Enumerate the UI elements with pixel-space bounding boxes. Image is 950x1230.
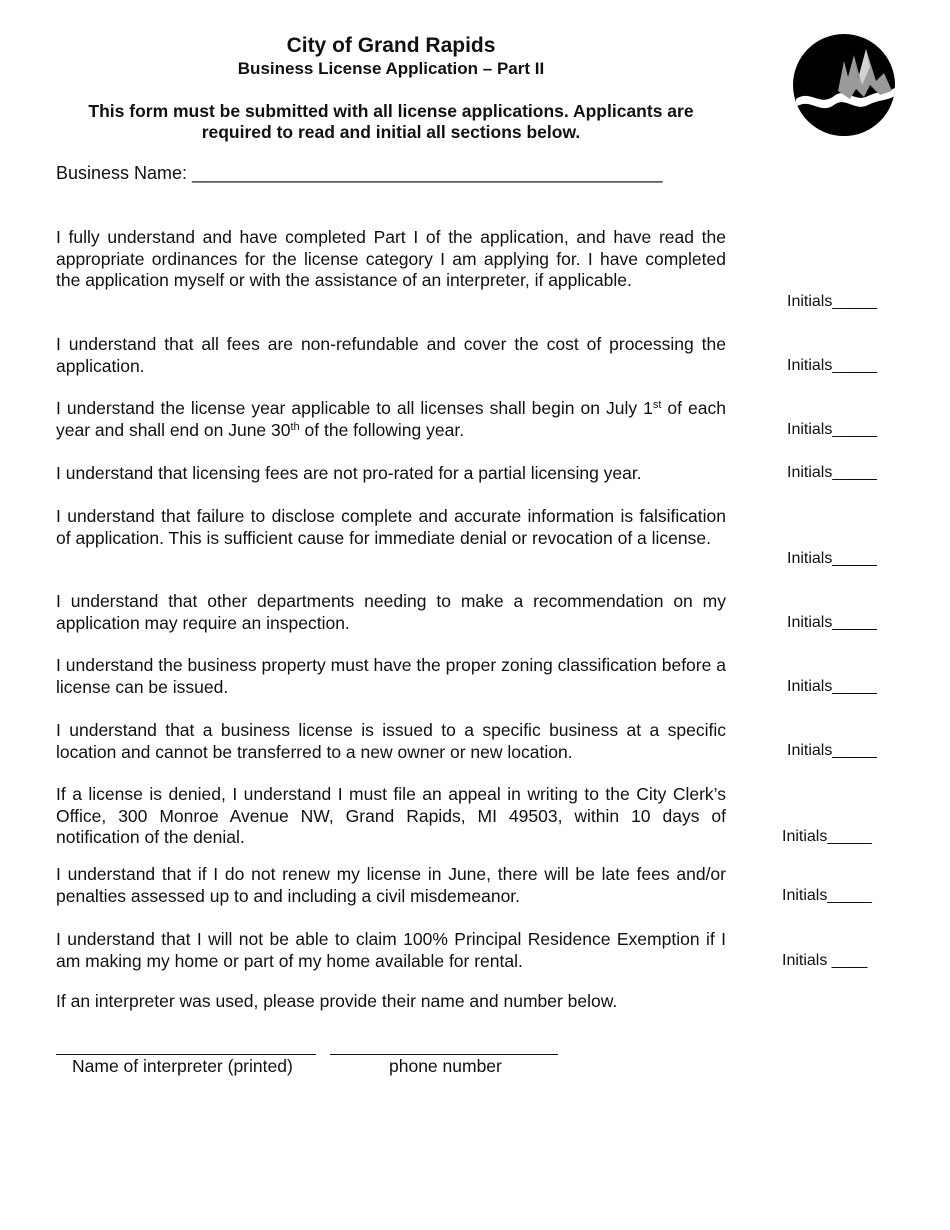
section-3-text-part-a: I understand the license year applicable to all licenses shall begin on July 1 (56, 398, 653, 418)
interpreter-phone-line[interactable] (330, 1054, 558, 1055)
section-9-text: If a license is denied, I understand I must file an appeal in writing to the City Clerk’s Office, 300 Monroe Avenue NW, Grand Rapids, MI 49503, within 10 days of notification of the denial. (56, 784, 726, 847)
section-4-initials[interactable]: Initials_____ (787, 464, 877, 481)
submission-notice: This form must be submitted with all license applications. Applicants are required to read and initial all sections below. (88, 101, 694, 142)
section-3-superscript-b: th (290, 420, 300, 433)
section-3-text-part-c: of the following year. (299, 419, 465, 440)
city-of-grand-rapids-logo-icon (792, 33, 896, 137)
section-7-initials[interactable]: Initials_____ (787, 678, 877, 695)
interpreter-phone-caption: phone number (389, 1056, 502, 1076)
section-8-initials[interactable]: Initials_____ (787, 742, 877, 759)
business-name-field[interactable]: Business Name: _______________________________________________ (56, 163, 663, 183)
section-2-initials[interactable]: Initials_____ (787, 357, 877, 374)
section-3-initials[interactable]: Initials_____ (787, 421, 877, 438)
interpreter-name-caption: Name of interpreter (printed) (72, 1056, 293, 1076)
section-11-initials[interactable]: Initials ____ (782, 952, 868, 969)
section-1-initials[interactable]: Initials_____ (787, 293, 877, 310)
page-title: City of Grand Rapids (286, 34, 496, 57)
section-3-superscript-a: st (652, 399, 662, 411)
section-10-text: I understand that if I do not renew my license in June, there will be late fees and/or penalties assessed up to and including a civil misdemeanor. (56, 864, 726, 906)
section-10-initials[interactable]: Initials_____ (782, 887, 872, 904)
section-5-initials[interactable]: Initials_____ (787, 550, 877, 567)
interpreter-name-line[interactable] (56, 1054, 316, 1055)
section-9-initials[interactable]: Initials_____ (782, 828, 872, 845)
section-5-text: I understand that failure to disclose complete and accurate information is falsification of application. This is sufficient cause for immediate denial or revocation of a license. (56, 506, 726, 548)
section-3-text-part-b: of each year and shall end on June 30 (56, 398, 726, 440)
section-3-text (56, 398, 726, 441)
form-subtitle: Business License Application – Part II (237, 59, 545, 78)
section-6-text: I understand that other departments needing to make a recommendation on my application may require an inspection. (56, 591, 726, 633)
section-2-text: I understand that all fees are non-refundable and cover the cost of processing the application. (56, 334, 726, 376)
interpreter-instruction: If an interpreter was used, please provide their name and number below. (56, 991, 618, 1011)
section-4-text: I understand that licensing fees are not pro-rated for a partial licensing year. (56, 463, 642, 483)
section-8-text: I understand that a business license is issued to a specific business at a specific location and cannot be transferred to a new owner or new location. (56, 720, 726, 762)
section-1-text: I fully understand and have completed Part I of the application, and have read the appropriate ordinances for the license category I am applying for. I have completed the application myself or with the assistance of an interpreter, if applicable. (56, 227, 726, 290)
section-7-text: I understand the business property must have the proper zoning classification before a license can be issued. (56, 655, 726, 697)
section-11-text: I understand that I will not be able to claim 100% Principal Residence Exemption if I am making my home or part of my home available for rental. (56, 929, 726, 971)
section-6-initials[interactable]: Initials_____ (787, 614, 877, 631)
